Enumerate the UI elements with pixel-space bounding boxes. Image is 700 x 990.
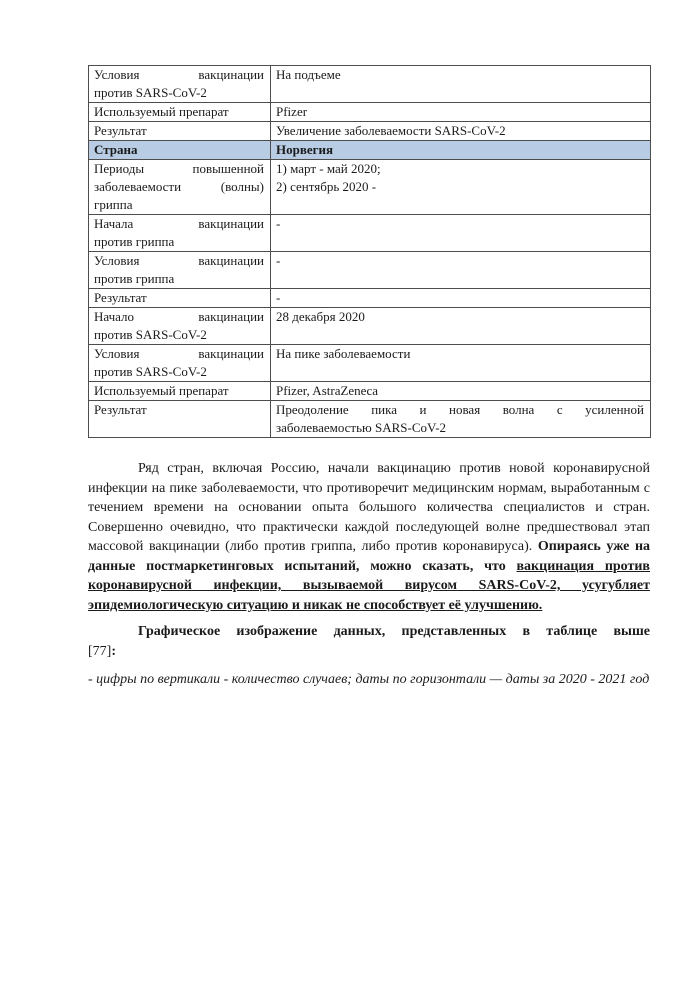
cell-line: Используемый препарат bbox=[94, 383, 229, 398]
row-value-cell bbox=[271, 308, 651, 345]
vaccination-summary-table bbox=[88, 65, 651, 438]
text-segment: Графическое изображение данных, представленных в таблице выше bbox=[138, 624, 650, 639]
cell-word: вакцинации bbox=[198, 253, 264, 268]
cell-word: вакцинации bbox=[198, 67, 264, 82]
cell-word: Периоды bbox=[94, 161, 145, 176]
cell-line: Результат bbox=[94, 290, 147, 305]
row-value-cell bbox=[271, 141, 651, 160]
cell-line: против гриппа bbox=[94, 271, 175, 286]
cell-word: вакцинации bbox=[198, 309, 264, 324]
table-row bbox=[89, 215, 651, 252]
cell-line: против гриппа bbox=[94, 234, 175, 249]
cell-word: пика bbox=[371, 402, 397, 417]
table-row bbox=[89, 252, 651, 289]
cell-line bbox=[94, 160, 264, 178]
cell-word: усиленной bbox=[585, 402, 644, 417]
row-label-cell bbox=[89, 66, 271, 103]
cell-line: - bbox=[276, 290, 281, 305]
cell-line: - bbox=[276, 253, 281, 268]
row-label-cell bbox=[89, 122, 271, 141]
table-row bbox=[89, 345, 651, 382]
text-segment: : bbox=[111, 643, 116, 659]
row-label-cell bbox=[89, 103, 271, 122]
row-label-cell bbox=[89, 382, 271, 401]
row-label-cell bbox=[89, 289, 271, 308]
cell-word: Условия bbox=[94, 67, 140, 82]
axis-note-paragraph bbox=[88, 670, 650, 690]
row-value-cell bbox=[271, 252, 651, 289]
table-row bbox=[89, 308, 651, 345]
row-value-cell bbox=[271, 215, 651, 252]
cell-word: (волны) bbox=[220, 179, 264, 194]
cell-line: Pfizer, AstraZeneca bbox=[276, 383, 378, 398]
row-value-cell bbox=[271, 122, 651, 141]
row-value-cell bbox=[271, 289, 651, 308]
table-row bbox=[89, 66, 651, 103]
cell-word: вакцинации bbox=[198, 346, 264, 361]
cell-line bbox=[94, 252, 264, 270]
cell-word: Начала bbox=[94, 216, 134, 231]
row-value-cell bbox=[271, 401, 651, 438]
row-value-cell bbox=[271, 66, 651, 103]
cell-line: Pfizer bbox=[276, 104, 308, 119]
cell-line: На подъеме bbox=[276, 67, 341, 82]
cell-line bbox=[94, 215, 264, 233]
text-segment: Ряд стран, включая Россию, начали вакцинацию против новой коронавирусной инфекции на пике заболеваемости, что противоречит медицинским нормам, выработанным с течением времени на основании опыта большого количества специалистов и стран. Совершенно очевидно, что практически каждой последующей волне предшествовал этап массовой вакцинации (либо против гриппа, либо против коронавируса). bbox=[88, 461, 650, 554]
cell-line bbox=[94, 308, 264, 326]
cell-line: против SARS-CoV-2 bbox=[94, 85, 207, 100]
cell-word: заболеваемости bbox=[94, 179, 182, 194]
text-segment: Опираясь уже на данные постмаркетинговых испытаний, можно сказать, что bbox=[88, 539, 651, 574]
row-value-cell bbox=[271, 345, 651, 382]
cell-line: Страна bbox=[94, 142, 138, 157]
cell-line: - bbox=[276, 216, 281, 231]
row-label-cell bbox=[89, 215, 271, 252]
table-row bbox=[89, 160, 651, 215]
graphic-caption-paragraph bbox=[88, 622, 650, 661]
cell-line: Норвегия bbox=[276, 142, 334, 157]
cell-word: Условия bbox=[94, 346, 140, 361]
text-segment: - цифры по вертикали - количество случаев; даты по горизонтали — даты за 2020 - 2021 год bbox=[88, 672, 650, 687]
text-segment: [77] bbox=[88, 643, 112, 659]
cell-line: Результат bbox=[94, 402, 147, 417]
table-row bbox=[89, 122, 651, 141]
table-row bbox=[89, 103, 651, 122]
vaccination-table-body bbox=[89, 66, 651, 438]
cell-word: вакцинации bbox=[198, 216, 264, 231]
row-label-cell bbox=[89, 141, 271, 160]
analysis-paragraph bbox=[88, 459, 650, 615]
cell-line bbox=[276, 401, 644, 419]
cell-word: Условия bbox=[94, 253, 140, 268]
row-label-cell bbox=[89, 308, 271, 345]
cell-line: На пике заболеваемости bbox=[276, 346, 411, 361]
cell-line: 1) март - май 2020; bbox=[276, 161, 381, 176]
row-label-cell bbox=[89, 252, 271, 289]
table-row bbox=[89, 382, 651, 401]
cell-word: с bbox=[556, 402, 563, 417]
cell-word: повышенной bbox=[192, 161, 264, 176]
cell-word: Преодоление bbox=[276, 402, 349, 417]
row-value-cell bbox=[271, 160, 651, 215]
cell-word: новая bbox=[449, 402, 481, 417]
row-value-cell bbox=[271, 382, 651, 401]
cell-line: гриппа bbox=[94, 197, 133, 212]
cell-line: 28 декабря 2020 bbox=[276, 309, 365, 324]
row-value-cell bbox=[271, 103, 651, 122]
cell-line: Увеличение заболеваемости SARS-CoV-2 bbox=[276, 123, 506, 138]
cell-word: и bbox=[419, 402, 427, 417]
table-row bbox=[89, 401, 651, 438]
cell-line: против SARS-CoV-2 bbox=[94, 327, 207, 342]
table-row bbox=[89, 289, 651, 308]
country-header-row bbox=[89, 141, 651, 160]
cell-line: заболеваемостью SARS-CoV-2 bbox=[276, 420, 447, 435]
cell-line bbox=[94, 178, 264, 196]
cell-line: Результат bbox=[94, 123, 147, 138]
row-label-cell bbox=[89, 345, 271, 382]
body-text-section bbox=[88, 459, 650, 690]
text-segment: вакцинация против коронавирусной инфекции, вызываемой вирусом SARS-CoV-2, усугубляет эпидемиологическую ситуацию и никак не способствует её улучшению. bbox=[88, 558, 650, 613]
row-label-cell bbox=[89, 401, 271, 438]
cell-line bbox=[94, 345, 264, 363]
row-label-cell bbox=[89, 160, 271, 215]
cell-line: 2) сентябрь 2020 - bbox=[276, 179, 377, 194]
cell-word: волна bbox=[502, 402, 535, 417]
cell-line: Используемый препарат bbox=[94, 104, 229, 119]
cell-word: Начало bbox=[94, 309, 135, 324]
cell-line: против SARS-CoV-2 bbox=[94, 364, 207, 379]
cell-line bbox=[94, 66, 264, 84]
